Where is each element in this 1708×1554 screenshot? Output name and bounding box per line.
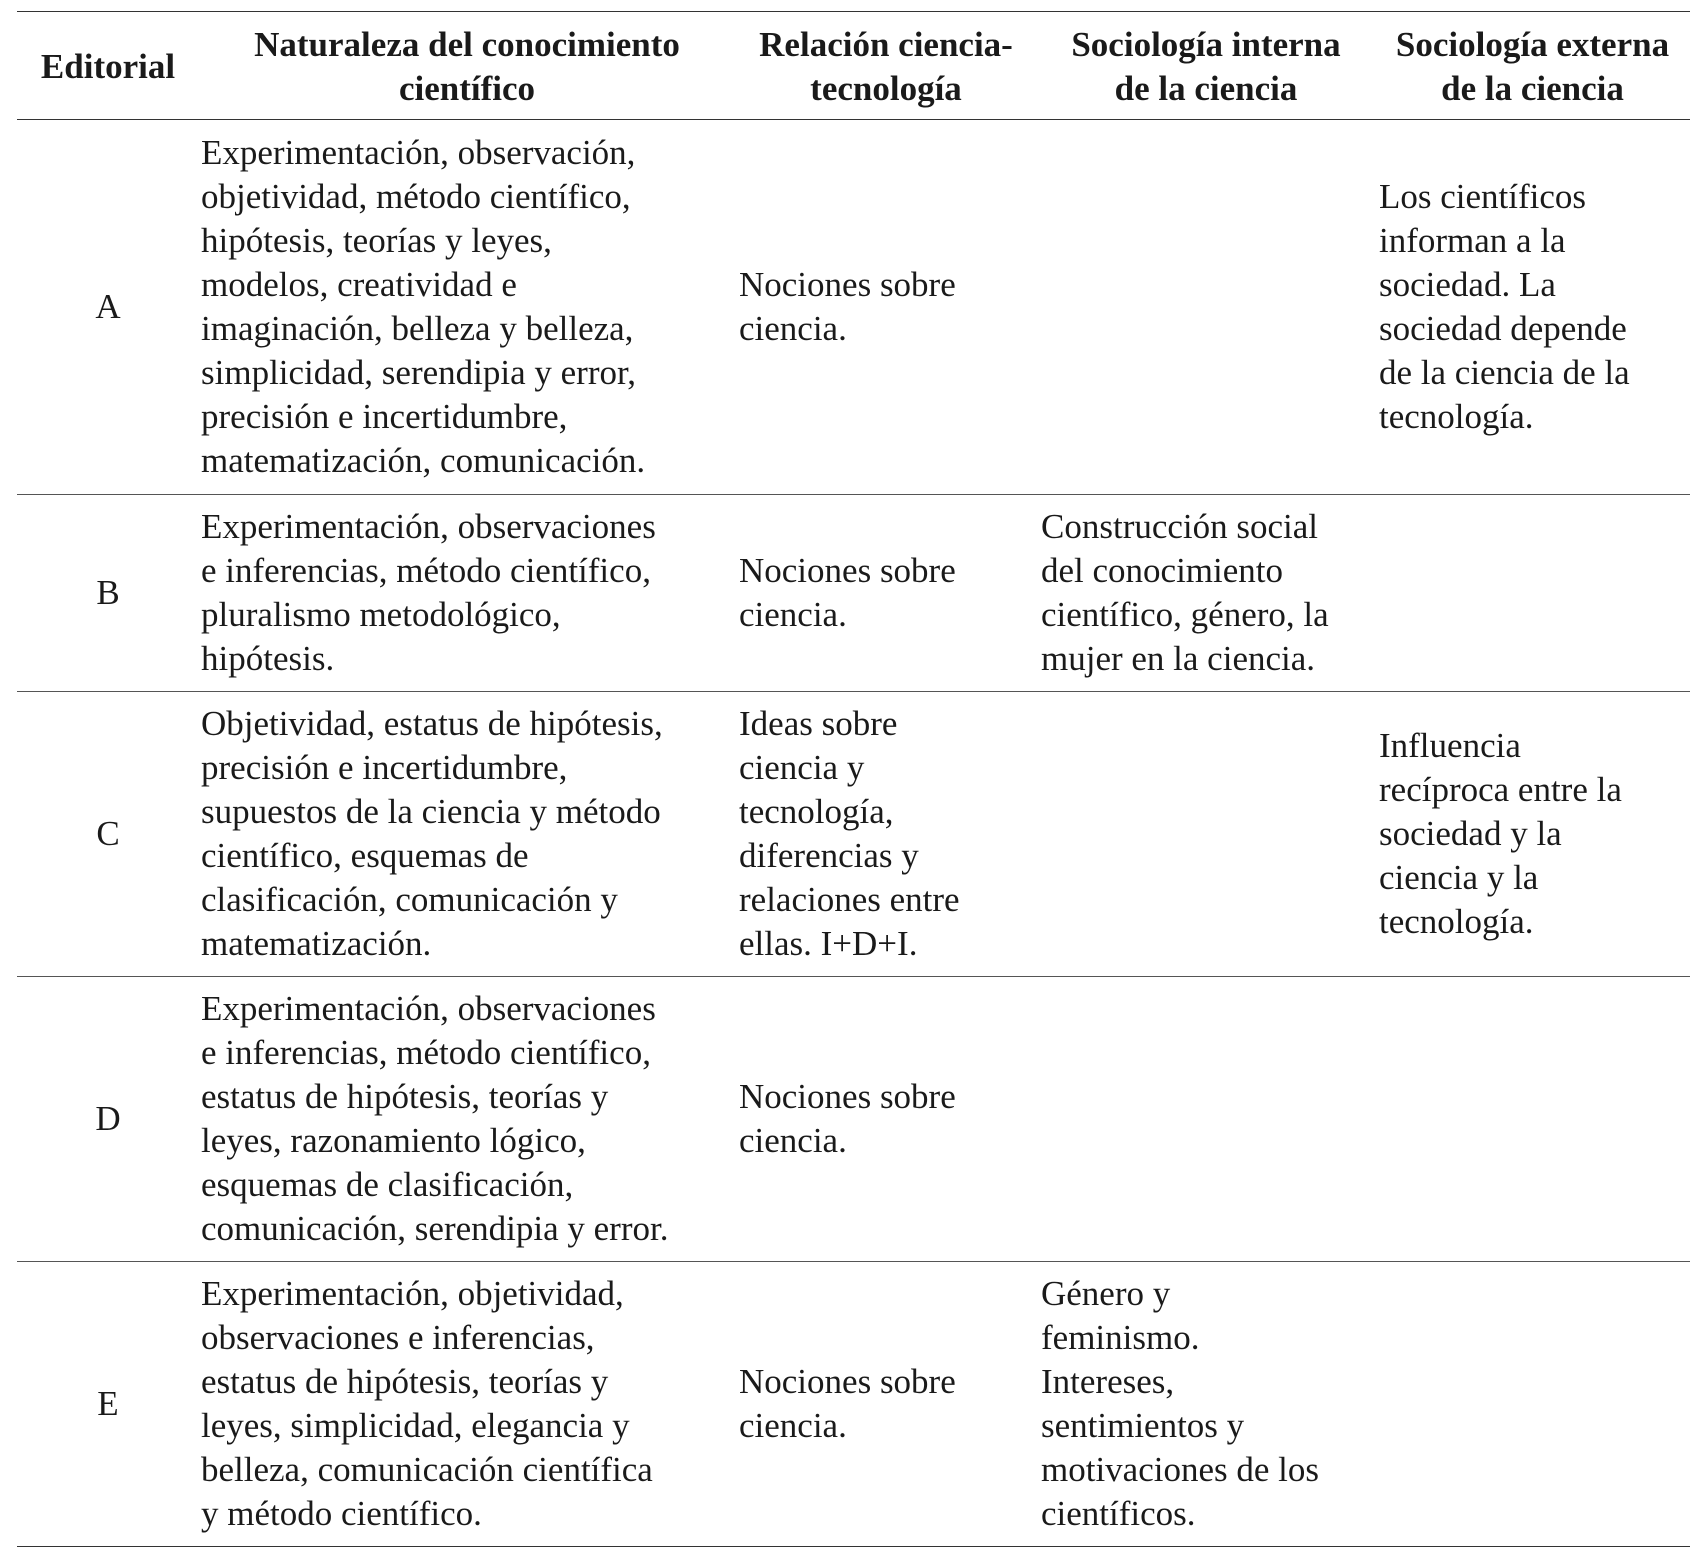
header-naturaleza: Naturaleza del conocimiento científico [199, 12, 735, 120]
cell-editorial: D [95, 1099, 121, 1138]
cell-interna [1037, 120, 1375, 495]
cell-naturaleza: Experimentación, objetividad, observaciones e inferencias, estatus de hipótesis, teorías y leyes, simplicidad, elegancia y belleza, comunicación científica y método científico. [201, 1274, 653, 1533]
cell-relacion: Nociones sobre ciencia. [739, 1362, 956, 1445]
cell-externa: Influencia recíproca entre la sociedad y la ciencia y la tecnología. [1379, 726, 1622, 941]
header-externa: Sociología externa de la ciencia [1375, 12, 1690, 120]
cell-naturaleza: Objetividad, estatus de hipótesis, precisión e incertidumbre, supuestos de la ciencia y método científico, esquemas de clasificación, comunicación y matematización. [201, 704, 663, 963]
table-row [17, 120, 1690, 495]
cell-interna [1037, 692, 1375, 977]
cell-interna: Construcción social del conocimiento científico, género, la mujer en la ciencia. [1041, 507, 1329, 678]
cell-externa: Los científicos informan a la sociedad. La sociedad depende de la ciencia de la tecnología. [1379, 177, 1630, 436]
cell-editorial: E [97, 1384, 119, 1423]
cell-naturaleza: Experimentación, observación, objetividad, método científico, hipótesis, teorías y leyes, modelos, creatividad e imaginación, belleza y belleza, simplicidad, serendipia y error, precisión e incertidumbre, matematización, comunicación. [201, 133, 646, 480]
cell-externa [1375, 1262, 1690, 1547]
cell-relacion: Nociones sobre ciencia. [739, 1077, 956, 1160]
table-row [17, 977, 1690, 1262]
table-body [17, 120, 1690, 1547]
table-row [17, 1262, 1690, 1547]
cell-editorial: B [96, 573, 120, 612]
cell-interna: Género y feminismo. Intereses, sentimientos y motivaciones de los científicos. [1041, 1274, 1320, 1533]
cell-editorial: C [96, 814, 120, 853]
cell-interna [1037, 977, 1375, 1262]
cell-naturaleza: Experimentación, observaciones e inferencias, método científico, estatus de hipótesis, teorías y leyes, razonamiento lógico, esquemas de clasificación, comunicación, serendipia y error. [201, 989, 669, 1248]
header-row [17, 12, 1690, 120]
header-editorial: Editorial [17, 12, 199, 120]
header-interna: Sociología interna de la ciencia [1037, 12, 1375, 120]
table-header [17, 12, 1690, 120]
table-row [17, 692, 1690, 977]
cell-externa [1375, 977, 1690, 1262]
header-relacion: Relación ciencia- tecnología [735, 12, 1037, 120]
cell-relacion: Nociones sobre ciencia. [739, 265, 956, 348]
cell-editorial: A [95, 287, 121, 326]
cell-relacion: Ideas sobre ciencia y tecnología, diferencias y relaciones entre ellas. I+D+I. [739, 704, 960, 963]
cell-externa [1375, 495, 1690, 692]
editorial-comparison-table [17, 11, 1690, 1547]
table-row [17, 495, 1690, 692]
cell-relacion: Nociones sobre ciencia. [739, 551, 956, 634]
cell-naturaleza: Experimentación, observaciones e inferencias, método científico, pluralismo metodológico, hipótesis. [201, 507, 656, 678]
